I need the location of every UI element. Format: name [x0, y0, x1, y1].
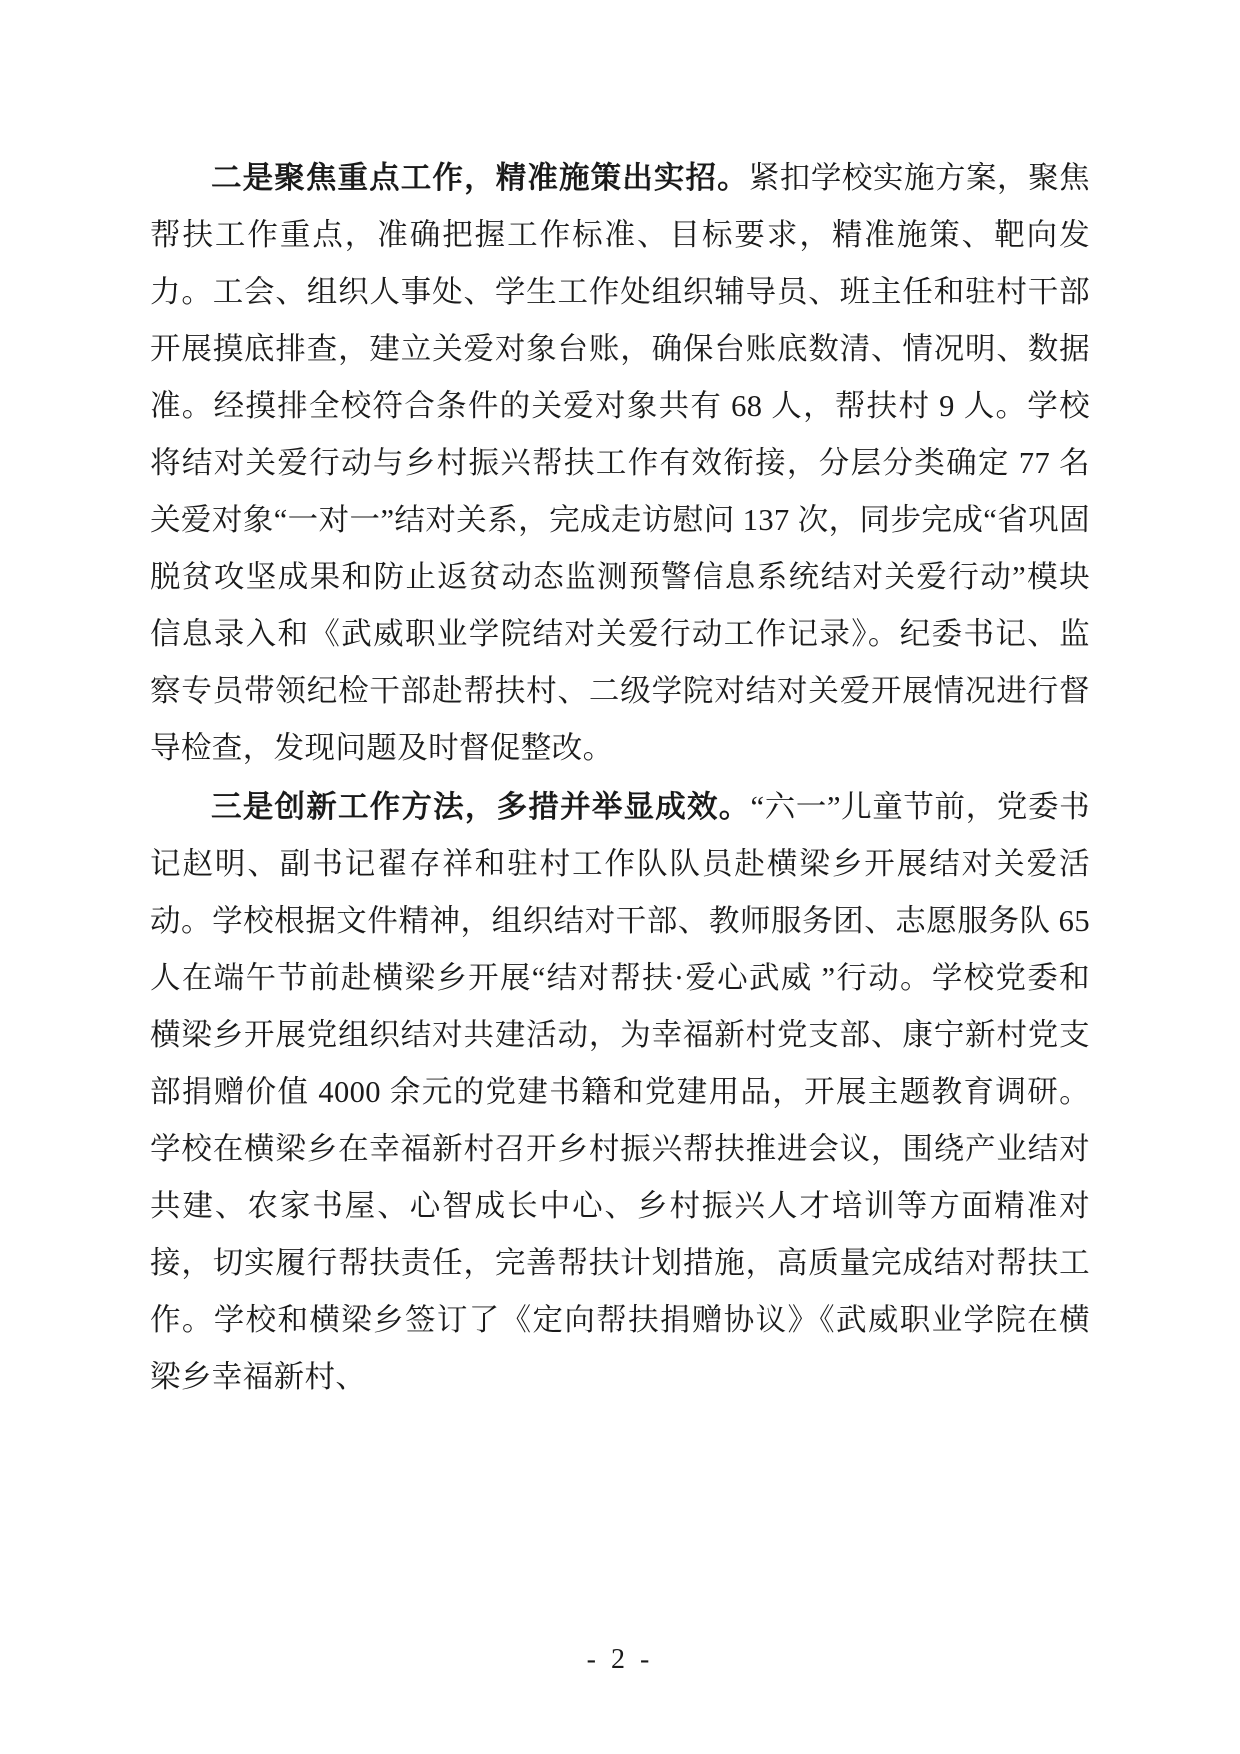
paragraph-1-lead: 二是聚焦重点工作，精准施策出实招。 — [211, 161, 749, 195]
paragraph-2-lead: 三是创新工作方法，多措并举显成效。 — [211, 790, 751, 824]
page-number: - 2 - — [586, 1644, 654, 1675]
document-body — [150, 150, 1090, 1406]
paragraph-2 — [150, 779, 1090, 1406]
paragraph-2-text: “六一”儿童节前，党委书记赵明、副书记翟存祥和驻村工作队队员赴横梁乡开展结对关爱活动。学校根据文件精神，组织结对干部、教师服务团、志愿服务队 65 人在端午节前赴横梁乡开展“结对帮扶·爱心武威 ”行动。学校党委和横梁乡开展党组织结对共建活动，为幸福新村党支部、康宁新村党支部捐赠价值 4000 余元的党建书籍和党建用品，开展主题教育调研。学校在横梁乡在幸福新村召开乡村振兴帮扶推进会议，围绕产业结对共建、农家书屋、心智成长中心、乡村振兴人才培训等方面精准对接，切实履行帮扶责任，完善帮扶计划措施，高质量完成结对帮扶工作。学校和横梁乡签订了《定向帮扶捐赠协议》《武威职业学院在横梁乡幸福新村、 — [150, 790, 1091, 1394]
paragraph-1 — [150, 150, 1090, 777]
paragraph-1-text: 紧扣学校实施方案，聚焦帮扶工作重点，准确把握工作标准、目标要求，精准施策、靶向发力。工会、组织人事处、学生工作处组织辅导员、班主任和驻村干部开展摸底排查，建立关爱对象台账，确保台账底数清、情况明、数据准。经摸排全校符合条件的关爱对象共有 68 人，帮扶村 9 人。学校将结对关爱行动与乡村振兴帮扶工作有效衔接，分层分类确定 77 名关爱对象“一对一”结对关系，完成走访慰问 137 次，同步完成“省巩固脱贫攻坚成果和防止返贫动态监测预警信息系统结对关爱行动”模块信息录入和《武威职业学院结对关爱行动工作记录》。纪委书记、监察专员带领纪检干部赴帮扶村、二级学院对结对关爱开展情况进行督导检查，发现问题及时督促整改。 — [150, 161, 1090, 765]
